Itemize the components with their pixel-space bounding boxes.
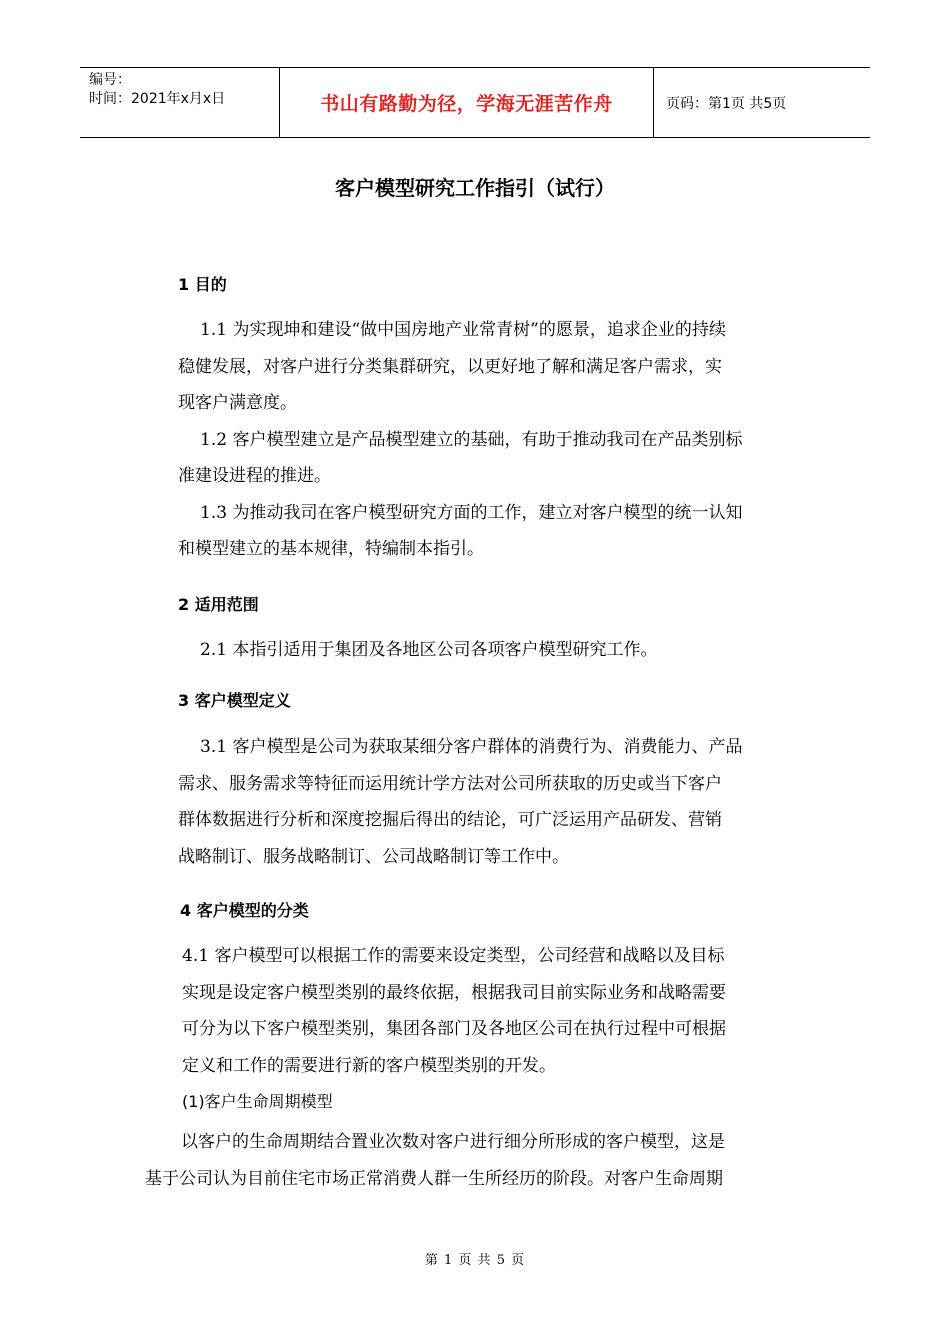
- paragraph-line: 准建设进程的推进。: [178, 466, 331, 486]
- section-heading-1: 1 目的: [178, 275, 227, 294]
- paragraph-line: 实现是设定客户模型类别的最终依据，根据我司目前实际业务和战略需要: [182, 982, 726, 1003]
- paragraph-line: 基于公司认为目前住宅市场正常消费人群一生所经历的阶段。对客户生命周期: [145, 1168, 723, 1189]
- paragraph-line: 稳健发展，对客户进行分类集群研究，以更好地了解和满足客户需求，实: [178, 356, 722, 377]
- header-meta: [80, 68, 280, 137]
- document-title: 客户模型研究工作指引（试行）: [335, 176, 615, 200]
- paragraph-line: 1.2 客户模型建立是产品模型建立的基础，有助于推动我司在产品类别标: [200, 429, 743, 450]
- paragraph-1-1: [178, 312, 808, 568]
- paragraph-line: 可分为以下客户模型类别，集团各部门及各地区公司在执行过程中可根据: [182, 1019, 726, 1039]
- header-number-label: 编号：: [89, 72, 131, 88]
- paragraph-line: 1.1 为实现坤和建设“做中国房地产业常青树”的愿景，追求企业的持续: [200, 320, 726, 340]
- page-footer: 第 1 页 共 5 页: [424, 1253, 526, 1268]
- paragraph-line: 群体数据进行分析和深度挖掘后得出的结论，可广泛运用产品研发、营销: [178, 810, 722, 830]
- paragraph-2-1: [178, 632, 808, 669]
- paragraph-line: 需求、服务需求等特征而运用统计学方法对公司所获取的历史或当下客户: [178, 773, 722, 794]
- paragraph-line: 现客户满意度。: [178, 393, 297, 413]
- header-page-label: 页码：第1页 共5页: [666, 95, 787, 112]
- section-heading-2: 2 适用范围: [178, 595, 259, 614]
- paragraph-line: 和模型建立的基本规律，特编制本指引。: [178, 539, 484, 559]
- paragraph-line: 3.1 客户模型是公司为获取某细分客户群体的消费行为、消费能力、产品: [200, 737, 743, 757]
- paragraph-line: 以客户的生命周期结合置业次数对客户进行细分所形成的客户模型，这是: [181, 1132, 725, 1152]
- header-time-label: 时间：2021年x月x日: [89, 91, 226, 107]
- paragraph-line: 战略制订、服务战略制订、公司战略制订等工作中。: [178, 846, 569, 867]
- section-heading-3: 3 客户模型定义: [178, 691, 291, 710]
- paragraph-4-1-continued: [145, 1124, 825, 1197]
- paragraph-line: 2.1 本指引适用于集团及各地区公司各项客户模型研究工作。: [200, 640, 658, 660]
- paragraph-line: 1.3 为推动我司在客户模型研究方面的工作，建立对客户模型的统一认知: [200, 502, 743, 523]
- header-motto: 书山有路勤为径，学海无涯苦作舟: [280, 68, 654, 137]
- paragraph-line: 定义和工作的需要进行新的客户模型类别的开发。: [182, 1055, 556, 1076]
- paragraph-4-1: [182, 938, 812, 1121]
- header-table: [80, 67, 870, 138]
- paragraph-line: (1)客户生命周期模型: [182, 1092, 333, 1111]
- paragraph-3-1: [178, 729, 808, 875]
- section-heading-4: 4 客户模型的分类: [180, 901, 309, 920]
- paragraph-line: 4.1 客户模型可以根据工作的需要来设定类型，公司经营和战略以及目标: [182, 946, 725, 966]
